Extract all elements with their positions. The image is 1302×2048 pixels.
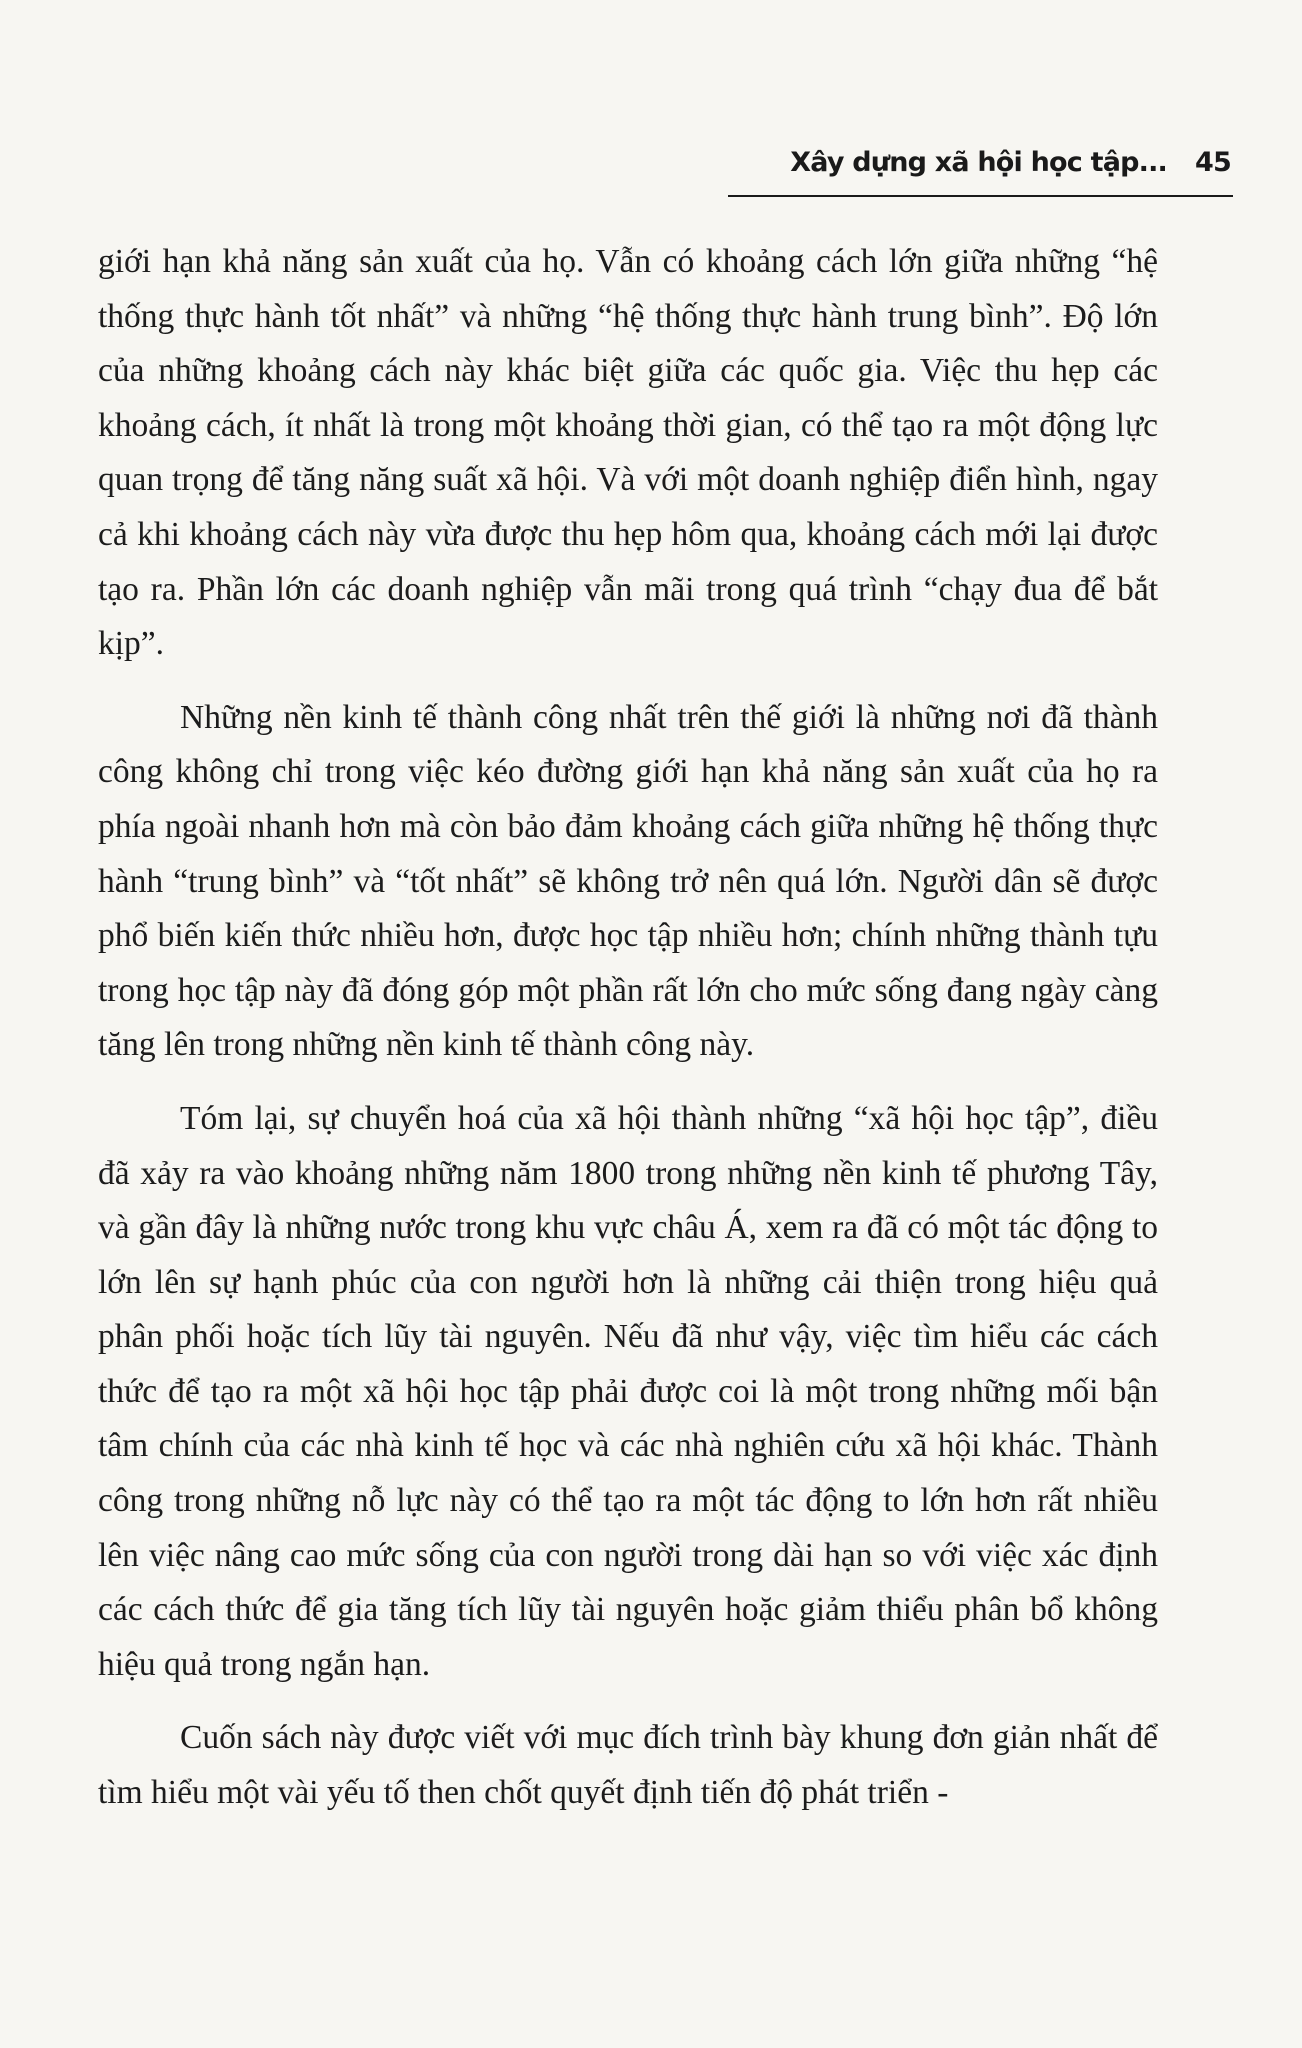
- text-line: đã thành công không chỉ trong việc kéo đường giới hạn khả năng sản: [98, 698, 1159, 791]
- text-line: như vậy, việc tìm hiểu các cách thức để tạo ra một xã hội học tập phải: [98, 1318, 1158, 1410]
- text-line: cao mức sống của con người trong dài hạn so với việc xác định các cách: [98, 1536, 1159, 1629]
- text-line: có một tác động to lớn lên sự hạnh phúc của con người hơn là những: [98, 1209, 1158, 1301]
- text-line: lực này có thể tạo ra một tác động to lớn hơn rất nhiều lên việc nâng: [98, 1482, 1158, 1574]
- text-line: nhất để tìm hiểu một vài yếu tố then chốt quyết định tiến độ phát triển -: [98, 1719, 1158, 1812]
- text-line: nền kinh tế thành công này.: [385, 1026, 755, 1064]
- text-line: “hệ thống thực hành tốt nhất” và những “hệ thống thực hành trung: [98, 243, 1159, 335]
- text-line: Việc thu hẹp các khoảng cách, ít nhất là trong một khoảng thời gian,: [98, 352, 1158, 444]
- paragraph-3: [98, 1092, 1158, 1693]
- paragraph-4: [98, 1711, 1158, 1820]
- text-line: hiệu quả trong ngắn hạn.: [98, 1645, 431, 1683]
- text-line: tập nhiều hơn; chính những thành tựu trong học tập này đã đóng góp: [98, 917, 1159, 1009]
- text-line: Tóm lại, sự chuyển hoá của xã hội thành những “xã hội học tập”,: [180, 1099, 1090, 1137]
- text-line: xuất của họ ra phía ngoài nhanh hơn mà còn bảo đảm khoảng cách giữa: [98, 753, 1158, 845]
- text-line: thức để gia tăng tích lũy tài nguyên hoặc giảm thiểu phân bổ không: [225, 1591, 1159, 1629]
- text-line: một phần rất lớn cho mức sống đang ngày càng tăng lên trong những: [98, 971, 1159, 1064]
- text-line: giới hạn khả năng sản xuất của họ. Vẫn có khoảng cách lớn giữa những: [98, 243, 1100, 280]
- text-line: học và các nhà nghiên cứu xã hội khác. Thành công trong những nỗ: [98, 1427, 1158, 1520]
- text-line: Cuốn sách này được viết với mục đích trình bày khung đơn giản: [180, 1719, 1051, 1757]
- text-line: có thể tạo ra một động lực quan trọng để tăng năng suất xã hội. Và với: [98, 406, 1158, 499]
- running-title: Xây dựng xã hội học tập...: [790, 147, 1168, 178]
- text-line: Những nền kinh tế thành công nhất trên thế giới là những nơi: [180, 698, 1031, 736]
- text-line: cải thiện trong hiệu quả phân phối hoặc tích lũy tài nguyên. Nếu đã: [98, 1263, 1159, 1356]
- text-line: bình”. Độ lớn của những khoảng cách này khác biệt giữa các quốc gia.: [98, 297, 1158, 390]
- running-header: [711, 147, 1231, 178]
- paragraph-1: [98, 235, 1158, 672]
- header-rule: [728, 195, 1233, 197]
- text-line: thu hẹp hôm qua, khoảng cách mới lại được tạo ra. Phần lớn các doanh: [98, 515, 1159, 608]
- text-line: được coi là một trong những mối bận tâm chính của các nhà kinh tế: [98, 1372, 1159, 1465]
- page-number: 45: [1195, 147, 1231, 178]
- text-line: những hệ thống thực hành “trung bình” và “tốt nhất” sẽ không trở nên: [98, 807, 1159, 900]
- body-text: [98, 235, 1158, 1840]
- text-line: quá lớn. Người dân sẽ được phổ biến kiến thức nhiều hơn, được học: [98, 862, 1158, 955]
- text-line: điều đã xảy ra vào khoảng những năm 1800 trong những nền kinh tế: [98, 1099, 1159, 1192]
- text-line: nghiệp vẫn mãi trong quá trình “chạy đua để bắt kịp”.: [98, 570, 1159, 663]
- paragraph-2: [98, 691, 1158, 1073]
- text-line: một doanh nghiệp điển hình, ngay cả khi khoảng cách này vừa được: [98, 461, 1158, 553]
- text-line: phương Tây, và gần đây là những nước trong khu vực châu Á, xem ra đã: [98, 1154, 1158, 1247]
